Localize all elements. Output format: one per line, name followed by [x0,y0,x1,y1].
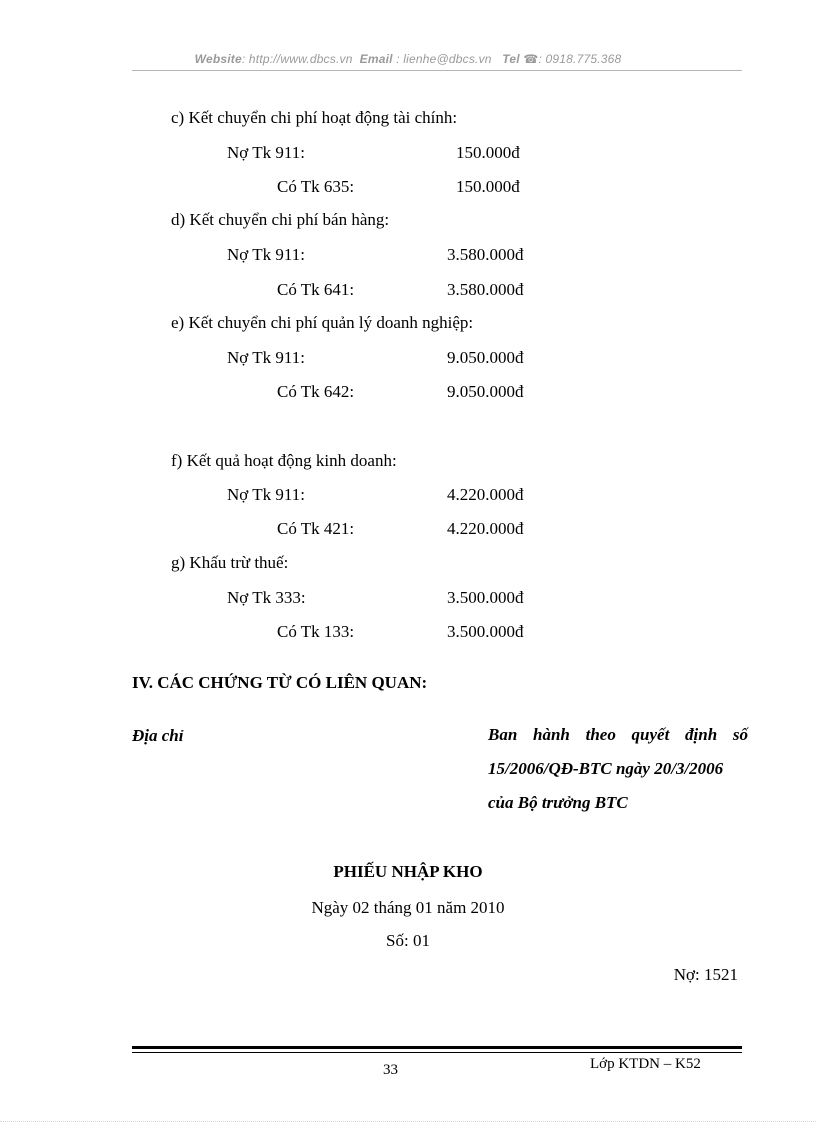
entry-debit-label: Nợ Tk 911: [227,348,305,367]
section-title: IV. CÁC CHỨNG TỪ CÓ LIÊN QUAN: [132,673,428,692]
page-header [0,52,816,66]
footer-divider-thin [132,1052,742,1053]
page-number: 33 [383,1062,398,1078]
entry-debit-amount: 150.000đ [456,143,520,162]
decree-block [488,718,748,820]
footer-divider-thick [132,1046,742,1049]
entry-credit-amount: 3.580.000đ [447,280,524,299]
entry-debit-amount: 3.580.000đ [447,245,524,264]
entry-credit-label: Có Tk 421: [277,519,355,538]
entry-debit-amount: 4.220.000đ [447,485,524,504]
entry-credit-label: Có Tk 641: [277,280,355,299]
slip-debit-account: Nợ: 1521 [673,965,738,984]
entry-debit-label: Nợ Tk 911: [227,485,305,504]
entry-heading: f) Kết quả hoạt động kinh doanh: [171,451,397,470]
entry-heading: e) Kết chuyển chi phí quản lý doanh nghiệp: [171,313,474,332]
entry-debit-label: Nợ Tk 333: [227,588,306,607]
entry-debit-amount: 3.500.000đ [447,588,524,607]
website-url: : http://www.dbcs.vn [241,52,353,66]
slip-date: Ngày 02 tháng 01 năm 2010 [311,898,505,917]
website-label: Website [194,52,242,66]
email-label: Email [359,52,393,66]
decree-line: của Bộ trưởng BTC [488,793,628,812]
entry-credit-label: Có Tk 635: [277,177,355,196]
entry-debit-amount: 9.050.000đ [447,348,524,367]
entry-debit-label: Nợ Tk 911: [227,143,305,162]
address-label: Địa chỉ [132,726,184,745]
email-address: : lienhe@dbcs.vn [396,52,492,66]
tel-number: : 0918.775.368 [538,52,622,66]
entry-heading: d) Kết chuyển chi phí bán hàng: [171,210,390,229]
entry-credit-label: Có Tk 642: [277,382,355,401]
decree-line: 15/2006/QĐ-BTC ngày 20/3/2006 [488,759,724,778]
entry-debit-label: Nợ Tk 911: [227,245,305,264]
entry-credit-amount: 150.000đ [456,177,520,196]
phone-icon: ☎ [523,52,539,66]
tel-label: Tel [502,52,520,66]
page-edge-dots [0,1121,816,1122]
class-label: Lớp KTDN – K52 [590,1056,701,1072]
entry-credit-amount: 4.220.000đ [447,519,524,538]
header-divider [132,70,742,71]
entry-credit-amount: 9.050.000đ [447,382,524,401]
entry-heading: g) Khấu trừ thuế: [171,553,289,572]
entry-credit-amount: 3.500.000đ [447,622,524,641]
decree-line: Ban hành theo quyết định số [488,725,748,744]
entry-credit-label: Có Tk 133: [277,622,355,641]
slip-title: PHIẾU NHẬP KHO [333,862,483,881]
entry-heading: c) Kết chuyển chi phí hoạt động tài chính: [171,108,458,127]
slip-number: Số: 01 [386,931,430,950]
